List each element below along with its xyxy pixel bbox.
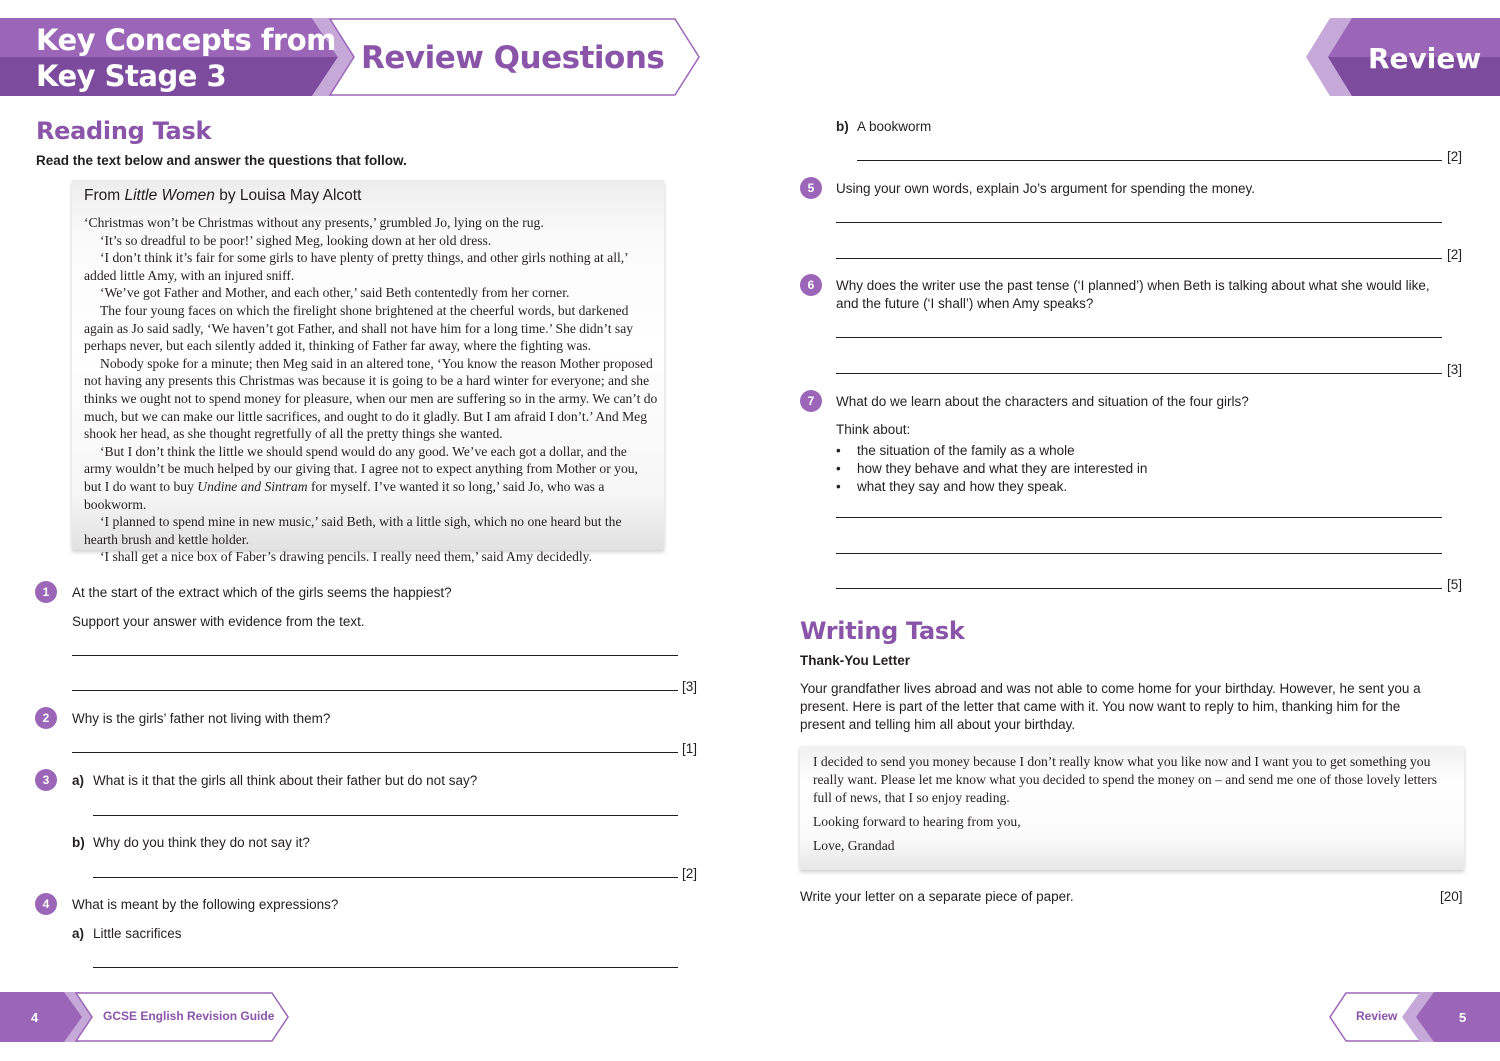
passage-title-book: Little Women <box>124 187 215 204</box>
question-3b-label: b) <box>72 835 85 850</box>
question-number-7: 7 <box>800 390 822 412</box>
header-left-title-line2: Key Stage 3 <box>36 59 227 93</box>
header-review-title: Review <box>1368 42 1482 75</box>
passage-paragraph <box>84 443 658 513</box>
question-3b-text: Why do you think they do not say it? <box>93 835 310 850</box>
question-4b-label: b) <box>836 119 849 134</box>
question-number-2: 2 <box>35 707 57 729</box>
writing-task-title: Writing Task <box>800 617 965 645</box>
question-3-marks: [2] <box>682 866 698 881</box>
bullet-item: • <box>836 461 841 476</box>
letter-text <box>813 753 1459 861</box>
answer-line[interactable] <box>93 877 678 878</box>
answer-line[interactable] <box>72 690 678 691</box>
writing-task-intro-line1: Your grandfather lives abroad and was not able to come home for your birthday. However, he sent you a <box>800 681 1421 696</box>
answer-line[interactable] <box>836 373 1442 374</box>
question-number-4: 4 <box>35 893 57 915</box>
passage-paragraph: ‘Christmas won’t be Christmas without any presents,’ grumbled Jo, lying on the rug. <box>84 215 544 230</box>
answer-line[interactable] <box>836 588 1442 589</box>
question-5-text: Using your own words, explain Jo’s argument for spending the money. <box>836 181 1255 196</box>
question-7-marks: [5] <box>1447 577 1463 592</box>
writing-task-intro-line2: present. Here is part of the letter that came with it. You now want to reply to him, thanking him for the <box>800 699 1401 714</box>
passage-text <box>84 214 658 566</box>
question-number-3: 3 <box>35 769 57 791</box>
question-3a-label: a) <box>72 773 85 788</box>
question-number-5: 5 <box>800 177 822 199</box>
passage-title-post: by Louisa May Alcott <box>214 187 362 204</box>
question-1-text: At the start of the extract which of the girls seems the happiest? <box>72 585 452 600</box>
footer-book-title: GCSE English Revision Guide <box>103 1009 275 1023</box>
footer-section-label: Review <box>1356 1009 1398 1023</box>
answer-line[interactable] <box>836 258 1442 259</box>
passage-title <box>84 187 361 205</box>
question-4a-text: Little sacrifices <box>93 926 182 941</box>
question-4-marks: [2] <box>1447 149 1463 164</box>
header-review-questions-title: Review Questions <box>361 40 665 76</box>
answer-line[interactable] <box>857 160 1442 161</box>
question-1-marks: [3] <box>682 679 698 694</box>
question-3a-text: What is it that the girls all think about their father but do not say? <box>93 773 478 788</box>
question-6-marks: [3] <box>1447 362 1463 377</box>
bullet-text: what they say and how they speak. <box>857 479 1068 494</box>
passage-paragraph: ‘It’s so dreadful to be poor!’ sighed Meg, looking down at her old dress. <box>100 232 492 248</box>
passage-paragraph: The four young faces on which the firelight shone brightened at the cheerful words, but darkened again as Jo said sadly, ‘We haven’t got Father, and shall not have him for a long time.’ She didn’t say perhaps never, but each silently added it, thinking of Father far away, where the fighting was. <box>84 302 634 354</box>
question-1-subtext: Support your answer with evidence from the text. <box>72 614 365 629</box>
question-4-text: What is meant by the following expressions? <box>72 897 339 912</box>
bullet-item: • <box>836 479 841 494</box>
passage-book-title: Undine and Sintram <box>197 478 308 494</box>
passage-paragraph: ‘I shall get a nice box of Faber’s drawing pencils. I really need them,’ said Amy decidedly. <box>100 549 592 565</box>
answer-line[interactable] <box>836 337 1442 338</box>
answer-line[interactable] <box>93 967 678 968</box>
answer-line[interactable] <box>836 517 1442 518</box>
header-left-title-line1: Key Concepts from <box>36 23 336 57</box>
question-6-text-line1: Why does the writer use the past tense (‘I planned’) when Beth is talking about what she would like, <box>836 278 1430 293</box>
page-number-right: 5 <box>1459 1010 1467 1025</box>
answer-line[interactable] <box>93 815 678 816</box>
write-instruction: Write your letter on a separate piece of paper. <box>800 889 1074 904</box>
reading-task-title: Reading Task <box>36 117 212 145</box>
letter-signoff: Love, Grandad <box>813 838 895 853</box>
question-7-text: What do we learn about the characters and situation of the four girls? <box>836 394 1249 409</box>
bullet-text: how they behave and what they are interested in <box>857 461 1148 476</box>
passage-paragraph: ‘I don’t think it’s fair for some girls to have plenty of pretty things, and other girls nothing at all,’ added little Amy, with an injured sniff. <box>84 250 628 283</box>
writing-task-subtitle: Thank-You Letter <box>800 653 911 668</box>
answer-line[interactable] <box>836 222 1442 223</box>
question-4a-label: a) <box>72 926 85 941</box>
writing-task-marks: [20] <box>1440 889 1463 904</box>
letter-paragraph: I decided to send you money because I don’t really know what you like now and I want you to get something you really want. Please let me know what you decided to spend the money on – and send me one of those lovely letters full of news, that I so enjoy reading. <box>813 754 1438 805</box>
passage-text-span: ‘But I don’t think the little we should spend would do any good. We’ve each got a dollar, and the army wouldn’t be much helped by our giving that. I agree not to expect anything from Mother or you, but I do want to buy <box>84 443 638 494</box>
passage-paragraph: Nobody spoke for a minute; then Meg said in an altered tone, ‘You know the reason Mother proposed not having any presents this Christmas was because it is going to be a hard winter for everyone; and she thinks we ought not to spend money for pleasure, when our men are suffering so in the army. We can’t do much, but we can make our little sacrifices, and ought to do it gladly. But I am afraid I don’t.’ And Meg shook her head, as she thought regretfully of all the pretty things she wanted. <box>84 355 658 442</box>
letter-paragraph: Looking forward to hearing from you, <box>813 814 1021 829</box>
passage-text-span: for myself. I’ve wanted it so long,’ said Jo, who was a bookworm. <box>84 478 605 512</box>
question-6-text-line2: and the future (‘I shall’) when Amy speaks? <box>836 296 1094 311</box>
question-5-marks: [2] <box>1447 247 1463 262</box>
question-4b-text: A bookworm <box>857 119 932 134</box>
passage-paragraph: ‘I planned to spend mine in new music,’ said Beth, with a little sigh, which no one heard but the hearth brush and kettle holder. <box>84 514 622 547</box>
question-7-think-about: Think about: <box>836 422 911 437</box>
bullet-item: • <box>836 443 841 458</box>
question-number-1: 1 <box>35 581 57 603</box>
question-2-text: Why is the girls’ father not living with them? <box>72 711 331 726</box>
answer-line[interactable] <box>72 655 678 656</box>
bullet-text: the situation of the family as a whole <box>857 443 1075 458</box>
question-number-6: 6 <box>800 274 822 296</box>
question-2-marks: [1] <box>682 741 698 756</box>
passage-paragraph: ‘We’ve got Father and Mother, and each other,’ said Beth contentedly from her corner. <box>100 285 570 301</box>
answer-line[interactable] <box>72 752 678 753</box>
reading-task-instruction: Read the text below and answer the questions that follow. <box>36 153 407 168</box>
answer-line[interactable] <box>836 553 1442 554</box>
header-left-title <box>36 22 336 94</box>
writing-task-intro-line3: present and telling him all about your birthday. <box>800 717 1076 732</box>
passage-title-pre: From <box>84 187 125 204</box>
page-number-left: 4 <box>31 1010 39 1025</box>
